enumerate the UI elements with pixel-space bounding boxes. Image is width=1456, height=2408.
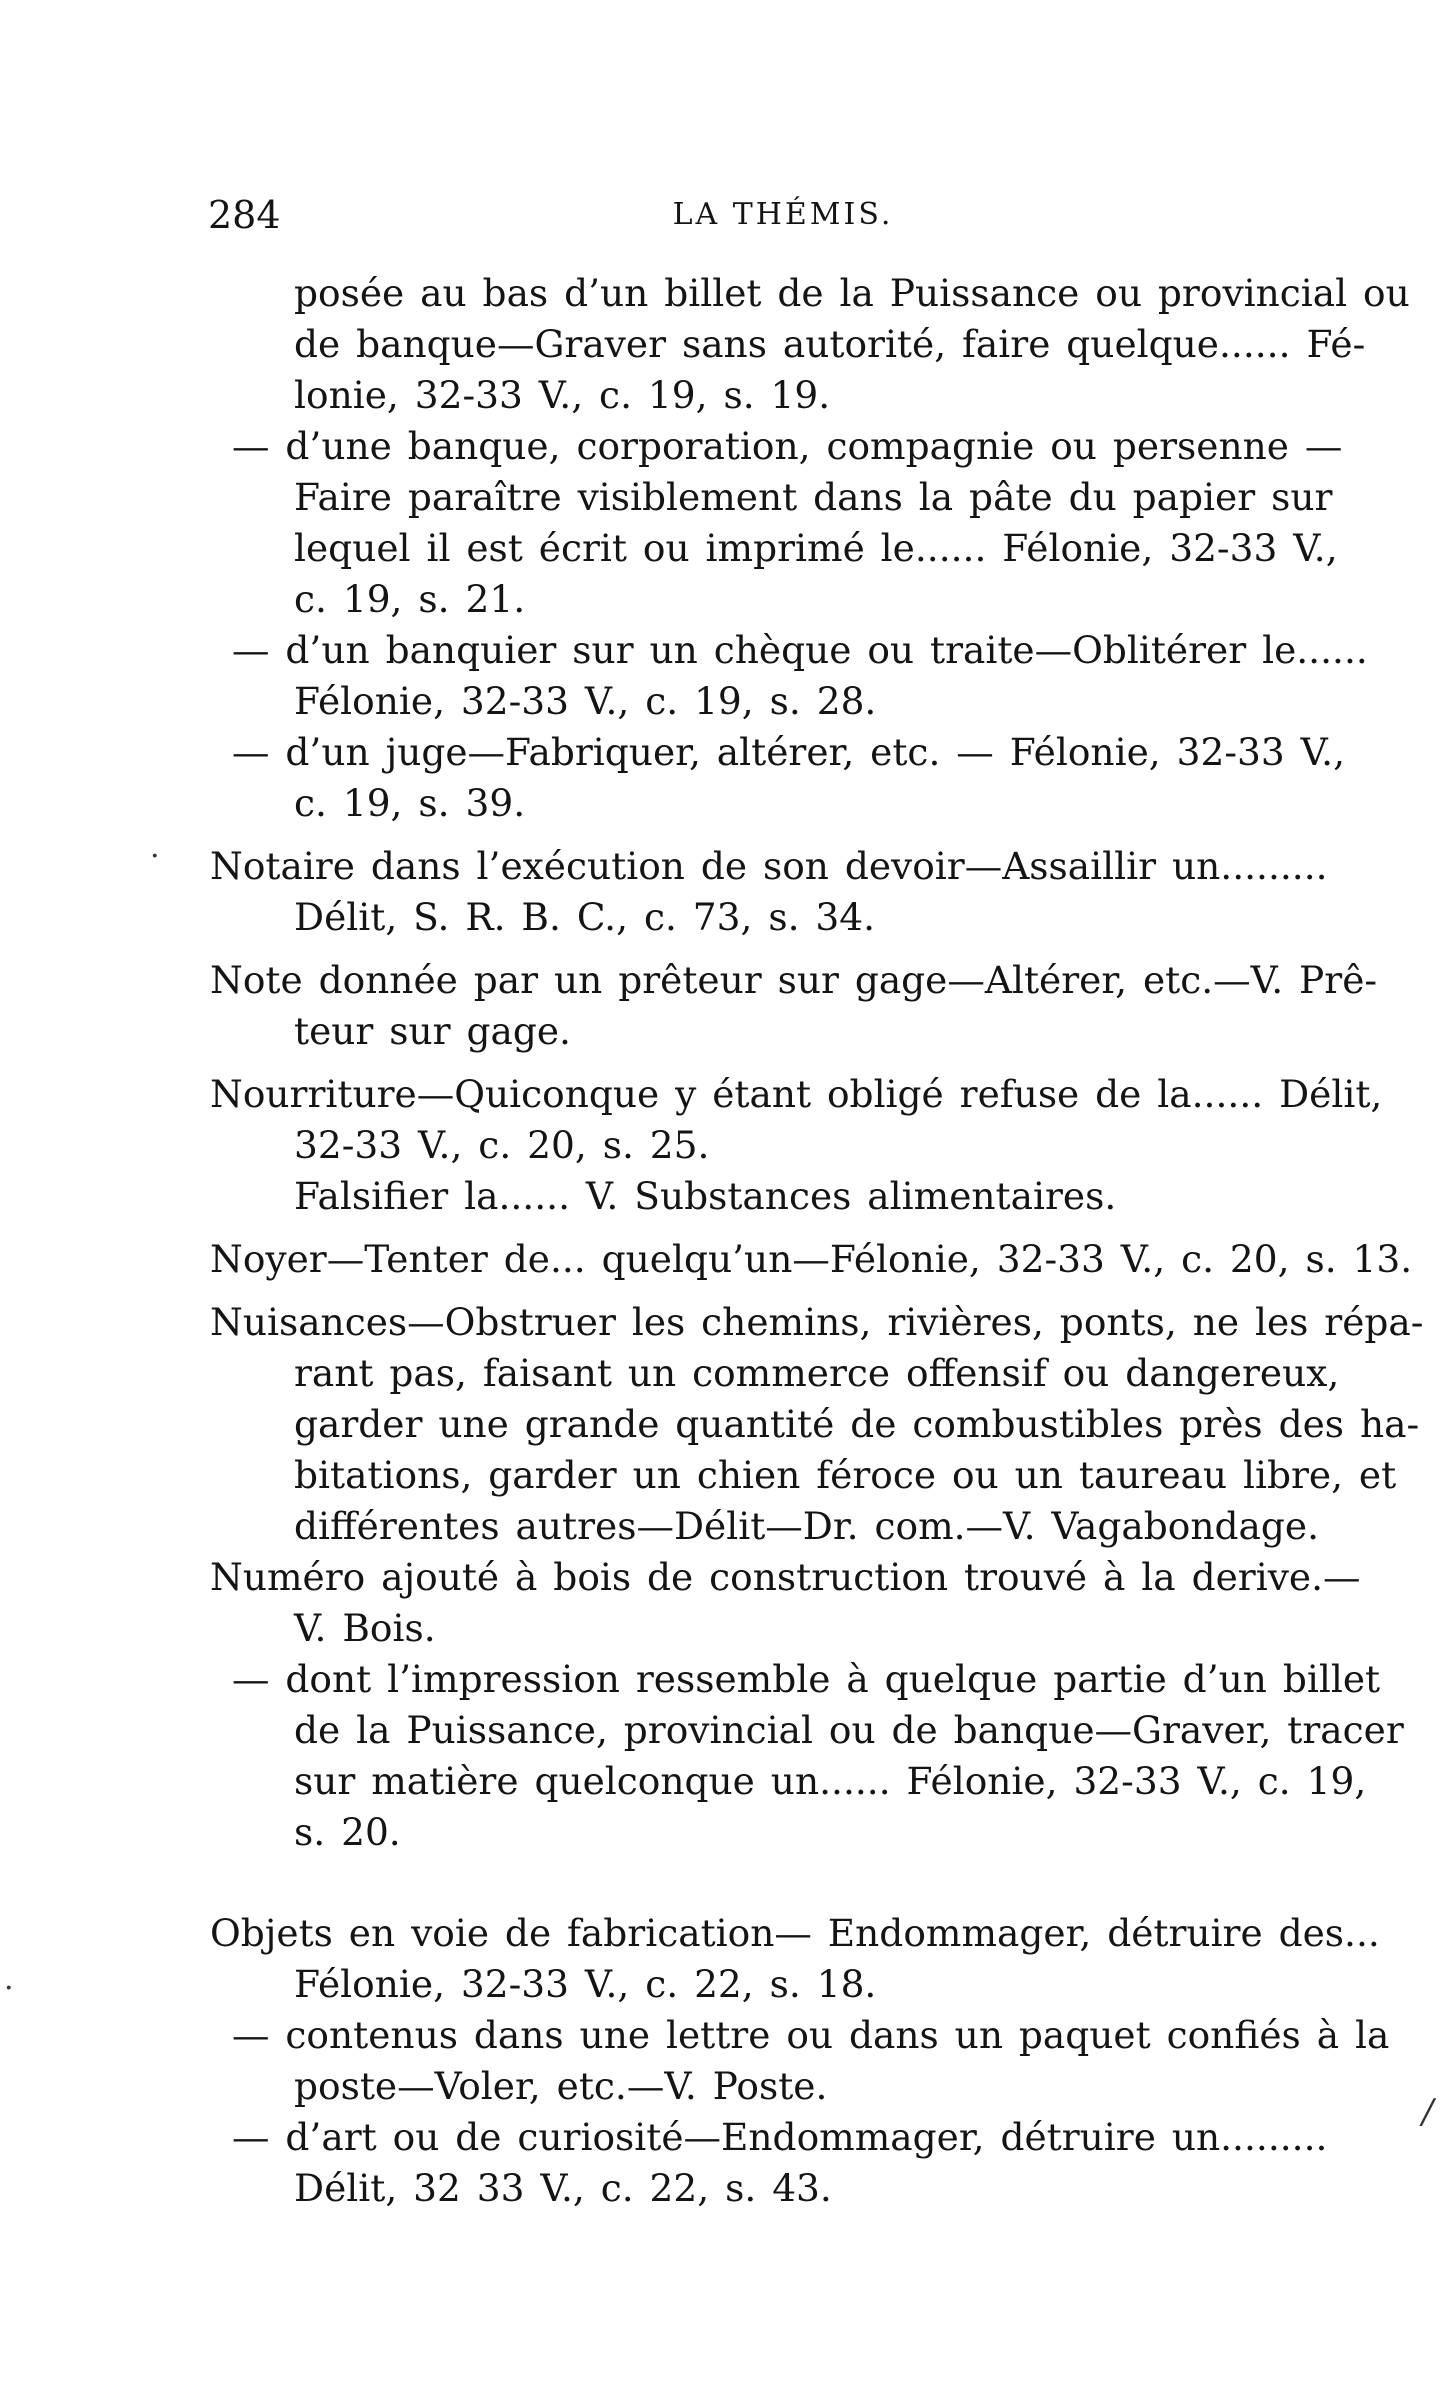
text-line: poste—Voler, etc.—V. Poste. bbox=[294, 2064, 828, 2108]
stray-stroke-mark: / bbox=[1422, 2092, 1434, 2132]
text-line: teur sur gage. bbox=[294, 1009, 571, 1053]
text-line: sur matière quelconque un...... Félonie, 32-33 V., c. 19, bbox=[294, 1759, 1367, 1803]
text-line: V. Bois. bbox=[294, 1606, 436, 1650]
text-line: Objets en voie de fabrication— Endommager, détruire des... bbox=[210, 1911, 1380, 1955]
text-line: 32-33 V., c. 20, s. 25. bbox=[294, 1123, 710, 1167]
text-line: c. 19, s. 39. bbox=[294, 781, 526, 825]
text-line: posée au bas d’un billet de la Puissance ou provincial ou bbox=[294, 271, 1410, 315]
stray-dot-mark: . bbox=[150, 830, 160, 865]
text-line: Nourriture—Quiconque y étant obligé refuse de la...... Délit, bbox=[210, 1072, 1383, 1116]
text-line: — d’art ou de curiosité—Endommager, détruire un......... bbox=[232, 2115, 1328, 2159]
text-line: Note donnée par un prêteur sur gage—Altérer, etc.—V. Prê- bbox=[210, 958, 1378, 1002]
text-line: Notaire dans l’exécution de son devoir—Assaillir un......... bbox=[210, 844, 1328, 888]
text-line: Nuisances—Obstruer les chemins, rivières, ponts, ne les répa- bbox=[210, 1300, 1424, 1344]
text-line: — dont l’impression ressemble à quelque partie d’un billet bbox=[232, 1657, 1381, 1701]
text-line: bitations, garder un chien féroce ou un taureau libre, et bbox=[294, 1453, 1397, 1497]
text-line: — d’une banque, corporation, compagnie ou persenne — bbox=[232, 424, 1343, 468]
page-number: 284 bbox=[208, 193, 281, 237]
page-header bbox=[208, 190, 1358, 240]
text-line: Faire paraître visiblement dans la pâte du papier sur bbox=[294, 475, 1333, 519]
text-line: lequel il est écrit ou imprimé le...... Félonie, 32-33 V., bbox=[294, 526, 1338, 570]
text-line: Délit, 32 33 V., c. 22, s. 43. bbox=[294, 2166, 832, 2210]
text-line: lonie, 32-33 V., c. 19, s. 19. bbox=[294, 373, 831, 417]
text-line: différentes autres—Délit—Dr. com.—V. Vagabondage. bbox=[294, 1504, 1319, 1548]
text-line: Numéro ajouté à bois de construction trouvé à la derive.— bbox=[210, 1555, 1361, 1599]
text-line: Félonie, 32-33 V., c. 19, s. 28. bbox=[294, 679, 877, 723]
text-line: Noyer—Tenter de... quelqu’un—Félonie, 32-33 V., c. 20, s. 13. bbox=[210, 1237, 1413, 1281]
text-line: c. 19, s. 21. bbox=[294, 577, 526, 621]
text-line: Délit, S. R. B. C., c. 73, s. 34. bbox=[294, 895, 876, 939]
text-line: Falsifier la...... V. Substances alimentaires. bbox=[294, 1174, 1117, 1218]
text-line: — d’un juge—Fabriquer, altérer, etc. — Félonie, 32-33 V., bbox=[232, 730, 1345, 774]
text-line: garder une grande quantité de combustibles près des ha- bbox=[294, 1402, 1420, 1446]
text-line: Félonie, 32-33 V., c. 22, s. 18. bbox=[294, 1962, 877, 2006]
text-line: de la Puissance, provincial ou de banque—Graver, tracer bbox=[294, 1708, 1404, 1752]
stray-dot-mark: . bbox=[4, 1962, 14, 1997]
text-line: — d’un banquier sur un chèque ou traite—Oblitérer le...... bbox=[232, 628, 1368, 672]
text-line: rant pas, faisant un commerce offensif ou dangereux, bbox=[294, 1351, 1340, 1395]
running-title: LA THÉMIS. bbox=[672, 197, 894, 232]
text-line: s. 20. bbox=[294, 1810, 401, 1854]
text-line: de banque—Graver sans autorité, faire quelque...... Fé- bbox=[294, 322, 1366, 366]
text-line: — contenus dans une lettre ou dans un paquet confiés à la bbox=[232, 2013, 1390, 2057]
index-text bbox=[210, 268, 1424, 2214]
